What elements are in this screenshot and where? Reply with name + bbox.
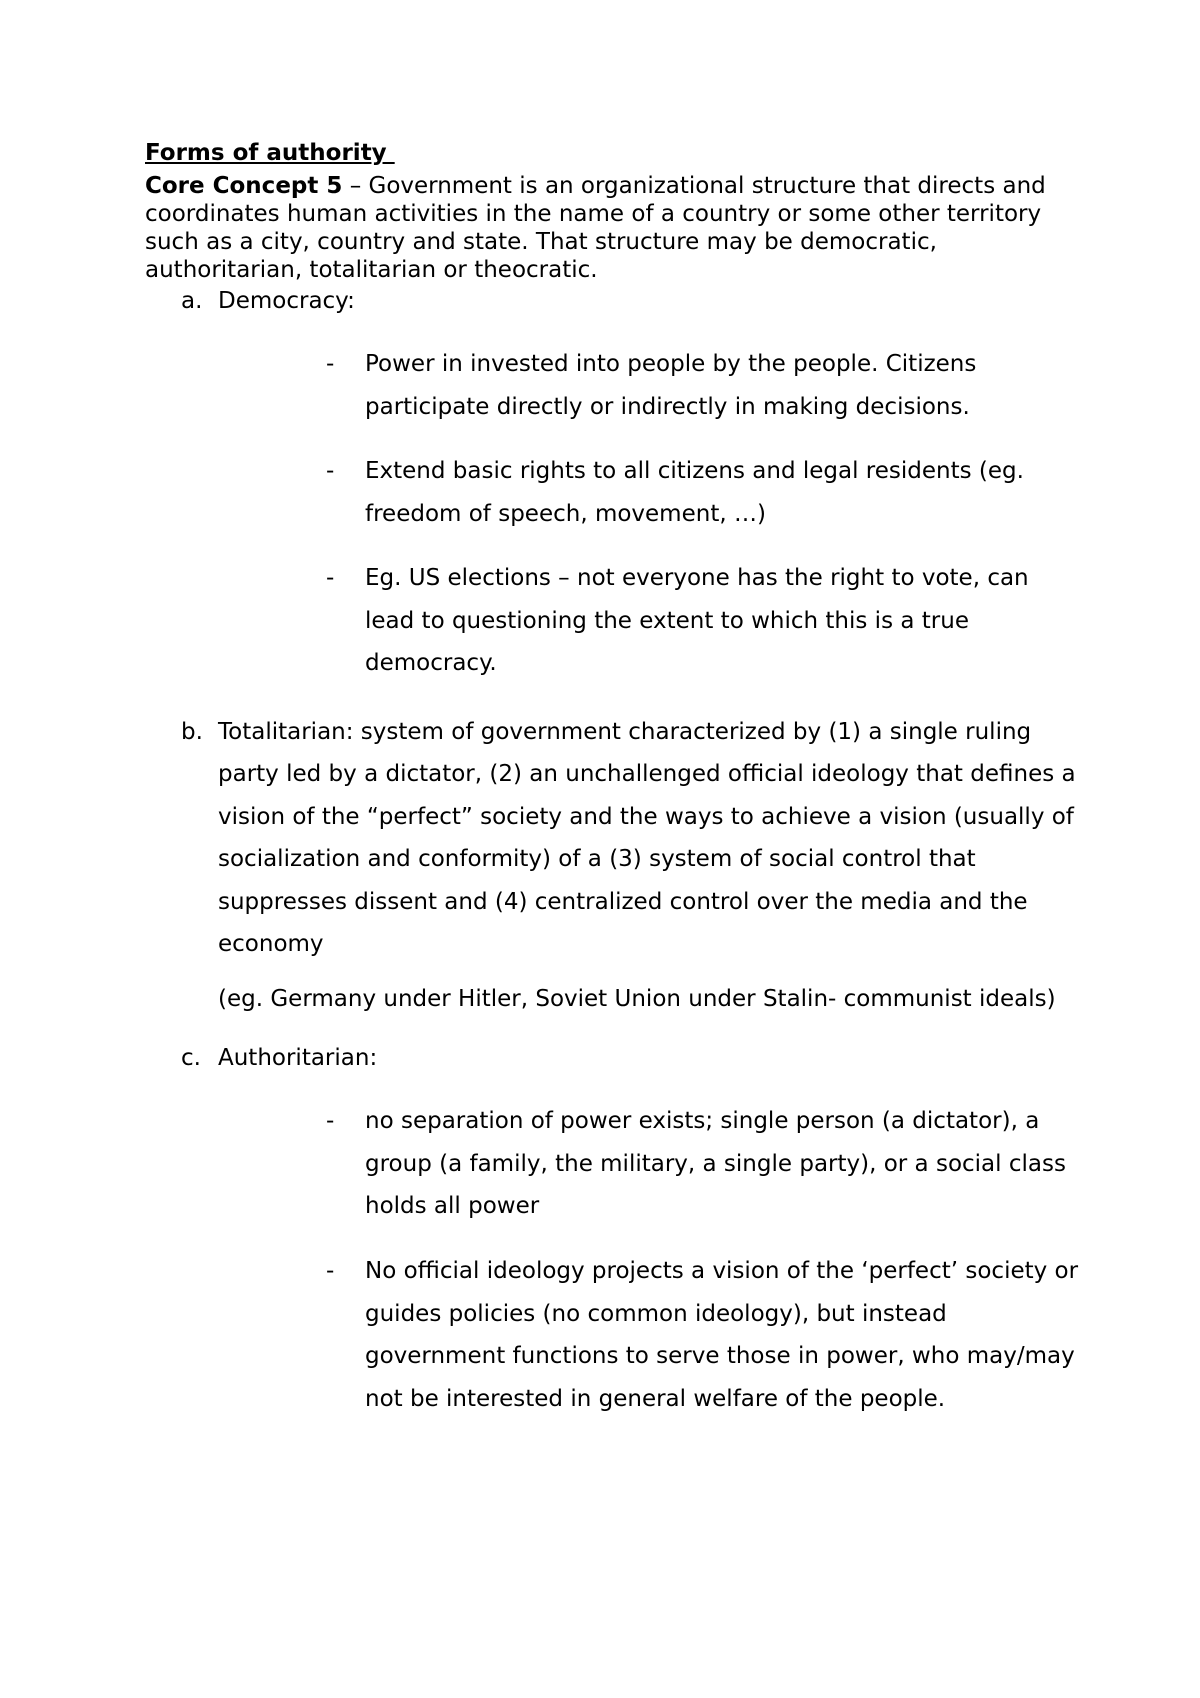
section-c-marker: c. bbox=[181, 1045, 201, 1071]
authoritarian-bullet-1: no separation of power exists; single person (a dictator), a group (a family, the military, a single party), or a social class holds all power bbox=[365, 1108, 1066, 1219]
section-b-paragraph: Totalitarian: system of government characterized by (1) a single ruling party led by a dictator, (2) an unchallenged official ideology that defines a vision of the “perfect” society and the ways to achieve a vision (usually of socialization and conformity) of a (3) system of social control that suppresses dissent and (4) centralized control over the media and the economy bbox=[218, 719, 1076, 958]
bullet-dash: - bbox=[326, 351, 335, 377]
bullet-dash: - bbox=[326, 565, 335, 591]
bullet-dash: - bbox=[326, 458, 335, 484]
section-a-marker: a. bbox=[181, 288, 203, 314]
section-b-marker: b. bbox=[181, 719, 203, 745]
section-c-heading: Authoritarian: bbox=[218, 1045, 378, 1071]
totalitarian-example: (eg. Germany under Hitler, Soviet Union under Stalin- communist ideals) bbox=[218, 986, 1056, 1012]
section-a-heading: Democracy: bbox=[218, 288, 355, 314]
core-concept-text: – Government is an organizational structure that directs and coordinates human activities in the name of a country or some other territory such as a city, country and state. That structure may be democratic, authoritarian, totalitarian or theocratic. bbox=[145, 173, 1046, 283]
democracy-bullet-2: Extend basic rights to all citizens and legal residents (eg. freedom of speech, movement, …) bbox=[365, 458, 1024, 527]
authoritarian-bullet-2: No official ideology projects a vision of the ‘perfect’ society or guides policies (no common ideology), but instead government functions to serve those in power, who may/may not be interested in general welfare of the people. bbox=[365, 1258, 1079, 1412]
core-concept-label: Core Concept 5 bbox=[145, 173, 343, 199]
bullet-dash: - bbox=[326, 1108, 335, 1134]
core-concept-paragraph bbox=[145, 172, 1075, 284]
democracy-bullet-1: Power in invested into people by the people. Citizens participate directly or indirectly in making decisions. bbox=[365, 351, 977, 420]
bullet-dash: - bbox=[326, 1258, 335, 1284]
document-title: Forms of authority bbox=[145, 140, 395, 166]
democracy-bullet-3: Eg. US elections – not everyone has the right to vote, can lead to questioning the extent to which this is a true democracy. bbox=[365, 565, 1029, 676]
